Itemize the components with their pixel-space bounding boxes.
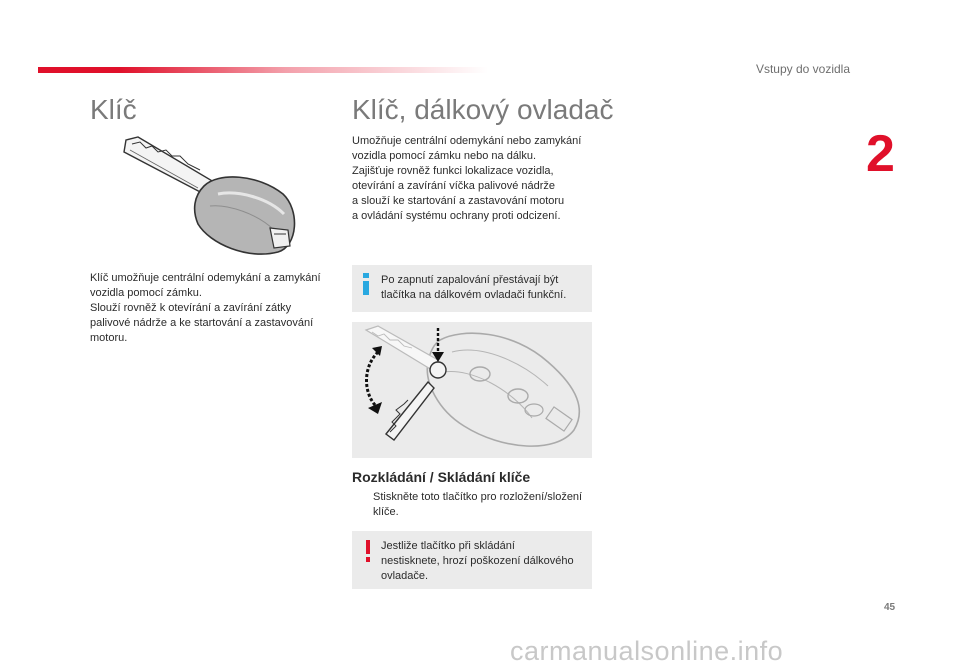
remote-key-description: [352, 134, 581, 224]
text-line: ovladače.: [381, 570, 429, 582]
text-line: Slouží rovněž k otevírání a zavírání zátky: [90, 302, 292, 314]
text-line: vozidla pomocí zámku.: [90, 287, 202, 299]
text-line: motoru.: [90, 332, 128, 344]
header-accent-bar: [38, 67, 488, 73]
info-note: [352, 265, 592, 312]
text-line: Klíč umožňuje centrální odemykání a zamykání: [90, 272, 321, 284]
fold-unfold-heading: Rozkládání / Skládání klíče: [352, 469, 531, 485]
text-line: tlačítka na dálkovém ovladači funkční.: [381, 289, 567, 301]
text-line: vozidla pomocí zámku nebo na dálku.: [352, 150, 537, 162]
remote-key-heading: Klíč, dálkový ovladač: [352, 94, 614, 125]
text-line: Jestliže tlačítko při skládání: [381, 540, 515, 552]
text-line: Zajišťuje rovněž funkci lokalizace vozidla,: [352, 165, 554, 177]
text-line: otevírání a zavírání víčka palivové nádrže: [352, 180, 555, 192]
key-illustration: [118, 134, 304, 262]
key-description: [90, 271, 321, 346]
text-line: a slouží ke startování a zastavování motoru: [352, 195, 565, 207]
info-icon: [361, 273, 371, 295]
watermark: carmanualsonline.info: [510, 636, 784, 666]
text-line: Po zapnutí zapalování přestávají být: [381, 274, 559, 286]
text-line: klíče.: [373, 506, 399, 518]
text-line: a ovládání systému ochrany proti odcizení.: [352, 210, 561, 222]
key-heading: Klíč: [90, 94, 137, 125]
text-line: Umožňuje centrální odemykání nebo zamykání: [352, 135, 582, 147]
page-number: 45: [884, 602, 896, 613]
chapter-number: 2: [866, 125, 895, 183]
text-line: Stiskněte toto tlačítko pro rozložení/složení: [373, 491, 583, 503]
folding-key-illustration: [352, 322, 592, 458]
section-title: Vstupy do vozidla: [755, 62, 850, 76]
text-line: nestisknete, hrozí poškození dálkového: [381, 555, 574, 567]
exclamation-icon: [364, 540, 372, 562]
warning-note: [352, 531, 592, 589]
text-line: palivové nádrže a ke startování a zastavování: [90, 317, 314, 329]
